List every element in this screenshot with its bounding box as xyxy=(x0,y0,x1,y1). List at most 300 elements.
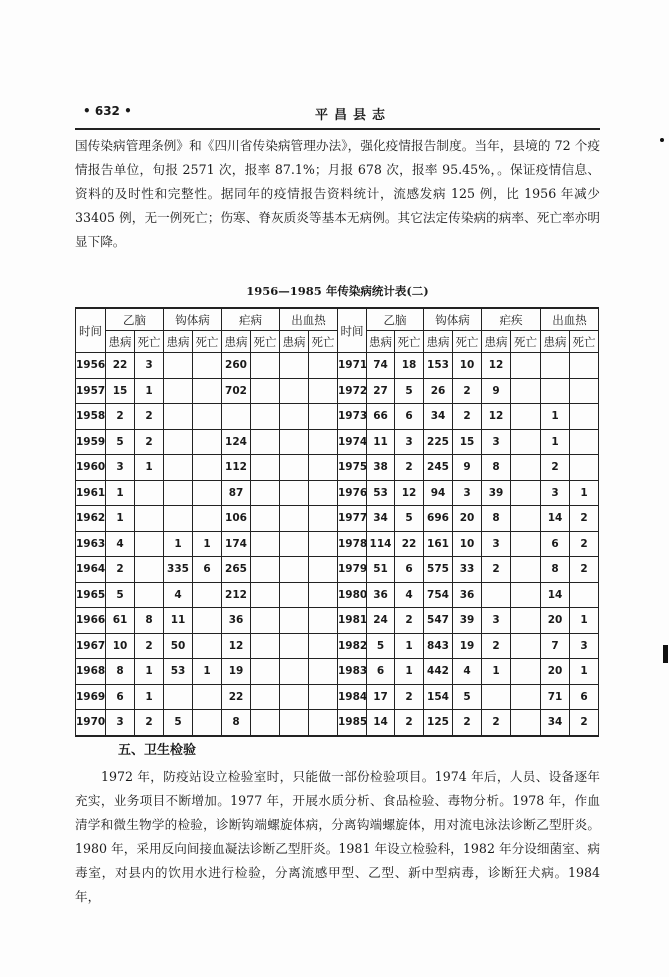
value-cell: 8 xyxy=(482,455,511,481)
header-row-sub xyxy=(76,331,599,353)
year-cell: 1958 xyxy=(76,404,106,430)
value-cell xyxy=(309,557,338,583)
value-cell xyxy=(309,582,338,608)
sub-header: 患病 xyxy=(280,331,309,353)
value-cell: 696 xyxy=(424,506,453,532)
value-cell xyxy=(511,608,541,634)
value-cell: 2 xyxy=(482,710,511,736)
value-cell: 125 xyxy=(424,710,453,736)
year-cell: 1977 xyxy=(338,506,367,532)
value-cell: 2 xyxy=(395,684,424,710)
value-cell: 5 xyxy=(164,710,193,736)
value-cell xyxy=(193,684,222,710)
value-cell: 34 xyxy=(541,710,570,736)
sub-header: 死亡 xyxy=(251,331,280,353)
value-cell: 12 xyxy=(395,480,424,506)
time-header: 时间 xyxy=(338,308,367,353)
value-cell: 754 xyxy=(424,582,453,608)
value-cell xyxy=(251,582,280,608)
value-cell: 1 xyxy=(541,404,570,430)
value-cell xyxy=(280,353,309,379)
value-cell xyxy=(280,557,309,583)
table-row xyxy=(76,378,599,404)
value-cell: 112 xyxy=(222,455,251,481)
value-cell: 5 xyxy=(106,582,135,608)
value-cell: 212 xyxy=(222,582,251,608)
value-cell xyxy=(193,710,222,736)
sub-header: 患病 xyxy=(541,331,570,353)
value-cell: 6 xyxy=(395,557,424,583)
value-cell: 6 xyxy=(106,684,135,710)
value-cell: 161 xyxy=(424,531,453,557)
value-cell xyxy=(511,378,541,404)
value-cell: 2 xyxy=(453,710,482,736)
value-cell xyxy=(511,455,541,481)
value-cell xyxy=(511,557,541,583)
time-header: 时间 xyxy=(76,308,106,353)
value-cell: 260 xyxy=(222,353,251,379)
sub-header: 死亡 xyxy=(453,331,482,353)
value-cell: 6 xyxy=(541,531,570,557)
value-cell: 2 xyxy=(135,404,164,430)
value-cell: 335 xyxy=(164,557,193,583)
table-row xyxy=(76,353,599,379)
value-cell: 2 xyxy=(541,455,570,481)
value-cell: 1 xyxy=(135,455,164,481)
value-cell: 265 xyxy=(222,557,251,583)
value-cell: 36 xyxy=(367,582,395,608)
running-header xyxy=(75,104,600,124)
value-cell xyxy=(570,429,599,455)
group-header: 出血热 xyxy=(280,308,338,331)
value-cell xyxy=(309,455,338,481)
year-cell: 1967 xyxy=(76,633,106,659)
table-row xyxy=(76,633,599,659)
value-cell xyxy=(164,455,193,481)
sub-header: 患病 xyxy=(222,331,251,353)
value-cell: 4 xyxy=(453,659,482,685)
value-cell: 6 xyxy=(570,684,599,710)
value-cell: 5 xyxy=(367,633,395,659)
value-cell xyxy=(280,633,309,659)
year-cell: 1969 xyxy=(76,684,106,710)
value-cell xyxy=(193,378,222,404)
year-cell: 1962 xyxy=(76,506,106,532)
value-cell: 11 xyxy=(164,608,193,634)
value-cell xyxy=(280,480,309,506)
value-cell: 154 xyxy=(424,684,453,710)
value-cell: 14 xyxy=(541,582,570,608)
group-header: 疟疾 xyxy=(482,308,541,331)
sub-header: 死亡 xyxy=(135,331,164,353)
value-cell: 2 xyxy=(135,710,164,736)
value-cell: 4 xyxy=(164,582,193,608)
value-cell: 7 xyxy=(541,633,570,659)
value-cell: 114 xyxy=(367,531,395,557)
value-cell xyxy=(541,378,570,404)
header-row-groups xyxy=(76,308,599,331)
value-cell: 2 xyxy=(570,506,599,532)
value-cell xyxy=(135,531,164,557)
value-cell xyxy=(309,684,338,710)
year-cell: 1975 xyxy=(338,455,367,481)
value-cell xyxy=(309,531,338,557)
value-cell xyxy=(193,480,222,506)
year-cell: 1959 xyxy=(76,429,106,455)
value-cell: 34 xyxy=(367,506,395,532)
value-cell xyxy=(570,404,599,430)
value-cell xyxy=(251,378,280,404)
year-cell: 1974 xyxy=(338,429,367,455)
value-cell: 11 xyxy=(367,429,395,455)
group-header: 乙脑 xyxy=(367,308,424,331)
value-cell xyxy=(164,404,193,430)
value-cell: 19 xyxy=(222,659,251,685)
value-cell xyxy=(135,506,164,532)
value-cell: 1 xyxy=(395,659,424,685)
year-cell: 1960 xyxy=(76,455,106,481)
value-cell: 2 xyxy=(453,404,482,430)
value-cell: 53 xyxy=(367,480,395,506)
value-cell xyxy=(511,582,541,608)
table-row xyxy=(76,506,599,532)
value-cell xyxy=(570,378,599,404)
value-cell: 10 xyxy=(453,353,482,379)
value-cell xyxy=(251,557,280,583)
table-row xyxy=(76,710,599,736)
value-cell xyxy=(251,455,280,481)
scan-mark xyxy=(663,645,668,663)
year-cell: 1973 xyxy=(338,404,367,430)
value-cell xyxy=(193,633,222,659)
year-cell: 1980 xyxy=(338,582,367,608)
value-cell: 2 xyxy=(482,557,511,583)
value-cell: 12 xyxy=(222,633,251,659)
value-cell xyxy=(511,531,541,557)
value-cell xyxy=(251,659,280,685)
value-cell: 3 xyxy=(106,710,135,736)
value-cell: 1 xyxy=(541,429,570,455)
value-cell xyxy=(570,353,599,379)
value-cell: 1 xyxy=(193,659,222,685)
value-cell: 74 xyxy=(367,353,395,379)
value-cell: 36 xyxy=(222,608,251,634)
table-title: 1956—1985 年传染病统计表(二) xyxy=(246,284,429,298)
value-cell: 94 xyxy=(424,480,453,506)
group-header: 疟病 xyxy=(222,308,280,331)
value-cell: 8 xyxy=(106,659,135,685)
value-cell: 3 xyxy=(541,480,570,506)
value-cell: 575 xyxy=(424,557,453,583)
value-cell: 17 xyxy=(367,684,395,710)
value-cell xyxy=(309,480,338,506)
value-cell xyxy=(511,633,541,659)
year-cell: 1964 xyxy=(76,557,106,583)
value-cell: 3 xyxy=(395,429,424,455)
value-cell xyxy=(251,684,280,710)
value-cell xyxy=(193,404,222,430)
value-cell xyxy=(251,633,280,659)
value-cell: 12 xyxy=(482,404,511,430)
value-cell xyxy=(251,429,280,455)
year-cell: 1965 xyxy=(76,582,106,608)
value-cell: 2 xyxy=(453,378,482,404)
value-cell: 2 xyxy=(570,710,599,736)
scan-mark xyxy=(660,138,664,142)
year-cell: 1956 xyxy=(76,353,106,379)
value-cell xyxy=(511,353,541,379)
value-cell: 843 xyxy=(424,633,453,659)
value-cell: 5 xyxy=(395,506,424,532)
group-header: 钩体病 xyxy=(164,308,222,331)
header-rule xyxy=(75,128,600,130)
value-cell xyxy=(251,608,280,634)
value-cell xyxy=(251,480,280,506)
group-header: 钩体病 xyxy=(424,308,482,331)
value-cell xyxy=(309,608,338,634)
value-cell xyxy=(482,684,511,710)
value-cell xyxy=(511,429,541,455)
value-cell xyxy=(570,582,599,608)
value-cell: 3 xyxy=(453,480,482,506)
value-cell: 3 xyxy=(135,353,164,379)
value-cell: 53 xyxy=(164,659,193,685)
page-number: • 632 • xyxy=(83,104,132,118)
value-cell xyxy=(511,659,541,685)
value-cell: 50 xyxy=(164,633,193,659)
value-cell xyxy=(511,404,541,430)
value-cell: 12 xyxy=(482,353,511,379)
value-cell xyxy=(482,582,511,608)
value-cell xyxy=(193,429,222,455)
value-cell: 36 xyxy=(453,582,482,608)
value-cell: 33 xyxy=(453,557,482,583)
value-cell: 24 xyxy=(367,608,395,634)
value-cell: 1 xyxy=(135,659,164,685)
value-cell: 71 xyxy=(541,684,570,710)
value-cell: 6 xyxy=(193,557,222,583)
value-cell xyxy=(164,429,193,455)
value-cell: 8 xyxy=(482,506,511,532)
value-cell: 6 xyxy=(395,404,424,430)
value-cell xyxy=(280,710,309,736)
table-row xyxy=(76,404,599,430)
value-cell xyxy=(280,455,309,481)
value-cell: 124 xyxy=(222,429,251,455)
value-cell xyxy=(280,378,309,404)
year-cell: 1963 xyxy=(76,531,106,557)
sub-header: 患病 xyxy=(164,331,193,353)
paragraph-section: 1972 年，防疫站设立检验室时，只能做一部份检验项目。1974 年后，人员、设备逐年充实，业务项目不断增加。1977 年，开展水质分析、食品检验、毒物分析。1978 年，作血清学和微生物学的检验，诊断钩端螺旋体病，分离钩端螺旋体，用对流电泳法诊断乙型肝炎。1980 年，采用反向间接血凝法诊断乙型肝炎。1981 年设立检验科，1982 年分设细菌室、病毒室，对县内的饮用水进行检验，分离流感甲型、乙型、新中型病毒，诊断狂犬病。1984 年， xyxy=(75,769,600,904)
value-cell: 547 xyxy=(424,608,453,634)
value-cell: 19 xyxy=(453,633,482,659)
value-cell: 66 xyxy=(367,404,395,430)
value-cell: 4 xyxy=(106,531,135,557)
value-cell: 2 xyxy=(106,404,135,430)
value-cell: 1 xyxy=(135,684,164,710)
table-row xyxy=(76,659,599,685)
value-cell: 1 xyxy=(482,659,511,685)
value-cell xyxy=(309,710,338,736)
value-cell xyxy=(251,531,280,557)
year-cell: 1972 xyxy=(338,378,367,404)
year-cell: 1971 xyxy=(338,353,367,379)
value-cell: 8 xyxy=(222,710,251,736)
value-cell: 5 xyxy=(106,429,135,455)
group-header: 乙脑 xyxy=(106,308,164,331)
value-cell: 87 xyxy=(222,480,251,506)
value-cell: 2 xyxy=(570,531,599,557)
value-cell: 39 xyxy=(453,608,482,634)
value-cell xyxy=(280,608,309,634)
value-cell: 5 xyxy=(453,684,482,710)
value-cell xyxy=(280,684,309,710)
value-cell: 702 xyxy=(222,378,251,404)
value-cell xyxy=(193,582,222,608)
year-cell: 1982 xyxy=(338,633,367,659)
table-row xyxy=(76,608,599,634)
year-cell: 1957 xyxy=(76,378,106,404)
sub-header: 患病 xyxy=(367,331,395,353)
table-row xyxy=(76,557,599,583)
value-cell: 174 xyxy=(222,531,251,557)
value-cell: 1 xyxy=(106,480,135,506)
value-cell: 1 xyxy=(193,531,222,557)
value-cell xyxy=(135,557,164,583)
value-cell xyxy=(251,353,280,379)
value-cell: 34 xyxy=(424,404,453,430)
value-cell: 15 xyxy=(106,378,135,404)
value-cell: 2 xyxy=(482,633,511,659)
value-cell xyxy=(164,506,193,532)
value-cell: 61 xyxy=(106,608,135,634)
value-cell: 2 xyxy=(395,455,424,481)
year-cell: 1970 xyxy=(76,710,106,736)
value-cell: 4 xyxy=(395,582,424,608)
value-cell xyxy=(251,506,280,532)
year-cell: 1978 xyxy=(338,531,367,557)
value-cell: 1 xyxy=(135,378,164,404)
value-cell: 10 xyxy=(106,633,135,659)
value-cell: 22 xyxy=(222,684,251,710)
value-cell: 20 xyxy=(453,506,482,532)
value-cell: 153 xyxy=(424,353,453,379)
value-cell: 38 xyxy=(367,455,395,481)
value-cell: 3 xyxy=(106,455,135,481)
year-cell: 1976 xyxy=(338,480,367,506)
value-cell: 18 xyxy=(395,353,424,379)
value-cell: 8 xyxy=(541,557,570,583)
value-cell: 5 xyxy=(395,378,424,404)
value-cell: 3 xyxy=(482,429,511,455)
value-cell: 3 xyxy=(482,531,511,557)
table-row xyxy=(76,684,599,710)
value-cell: 1 xyxy=(570,608,599,634)
value-cell: 6 xyxy=(367,659,395,685)
table-row xyxy=(76,531,599,557)
value-cell xyxy=(309,378,338,404)
sub-header: 死亡 xyxy=(511,331,541,353)
value-cell xyxy=(193,353,222,379)
value-cell: 22 xyxy=(395,531,424,557)
value-cell: 1 xyxy=(570,659,599,685)
table-row xyxy=(76,429,599,455)
disease-stats-table xyxy=(75,307,599,737)
year-cell: 1985 xyxy=(338,710,367,736)
sub-header: 患病 xyxy=(424,331,453,353)
value-cell xyxy=(280,531,309,557)
value-cell: 442 xyxy=(424,659,453,685)
value-cell: 27 xyxy=(367,378,395,404)
sub-header: 患病 xyxy=(106,331,135,353)
value-cell: 2 xyxy=(395,608,424,634)
value-cell xyxy=(164,684,193,710)
sub-header: 死亡 xyxy=(570,331,599,353)
value-cell xyxy=(164,378,193,404)
sub-header: 死亡 xyxy=(395,331,424,353)
table-row xyxy=(76,582,599,608)
value-cell: 39 xyxy=(482,480,511,506)
value-cell: 1 xyxy=(106,506,135,532)
value-cell: 1 xyxy=(164,531,193,557)
value-cell xyxy=(251,404,280,430)
value-cell xyxy=(135,480,164,506)
value-cell xyxy=(309,506,338,532)
value-cell xyxy=(309,429,338,455)
value-cell xyxy=(309,353,338,379)
value-cell xyxy=(193,455,222,481)
value-cell xyxy=(309,404,338,430)
sub-header: 死亡 xyxy=(193,331,222,353)
sub-header: 患病 xyxy=(482,331,511,353)
value-cell xyxy=(511,480,541,506)
value-cell: 2 xyxy=(106,557,135,583)
value-cell xyxy=(135,582,164,608)
table-row xyxy=(76,455,599,481)
value-cell xyxy=(511,506,541,532)
value-cell xyxy=(193,608,222,634)
value-cell xyxy=(251,710,280,736)
table-row xyxy=(76,480,599,506)
value-cell xyxy=(570,455,599,481)
value-cell: 9 xyxy=(482,378,511,404)
year-cell: 1984 xyxy=(338,684,367,710)
value-cell: 2 xyxy=(135,633,164,659)
value-cell: 20 xyxy=(541,659,570,685)
value-cell xyxy=(280,659,309,685)
sub-header: 死亡 xyxy=(309,331,338,353)
value-cell: 3 xyxy=(570,633,599,659)
value-cell: 51 xyxy=(367,557,395,583)
value-cell: 8 xyxy=(135,608,164,634)
value-cell: 20 xyxy=(541,608,570,634)
value-cell xyxy=(164,480,193,506)
value-cell xyxy=(164,353,193,379)
value-cell: 26 xyxy=(424,378,453,404)
value-cell: 15 xyxy=(453,429,482,455)
value-cell: 22 xyxy=(106,353,135,379)
value-cell xyxy=(193,506,222,532)
value-cell: 10 xyxy=(453,531,482,557)
year-cell: 1983 xyxy=(338,659,367,685)
value-cell xyxy=(511,684,541,710)
paragraph-intro: 国传染病管理条例》和《四川省传染病管理办法》，强化疫情报告制度。当年，县境的 72 个疫情报告单位，旬报 2571 次，报率 87.1%；月报 678 次，报率 95.45%，。保证疫情信息、资料的及时性和完整性。据同年的疫情报告资料统计，流感发病 125 例，比 1956 年减少 33405 例，无一例死亡；伤寒、脊灰质炎等基本无病例。其它法定传染病的病率、死亡率亦明显下降。 xyxy=(75,138,600,249)
year-cell: 1981 xyxy=(338,608,367,634)
value-cell xyxy=(541,353,570,379)
value-cell xyxy=(280,582,309,608)
value-cell xyxy=(280,404,309,430)
value-cell: 1 xyxy=(395,633,424,659)
